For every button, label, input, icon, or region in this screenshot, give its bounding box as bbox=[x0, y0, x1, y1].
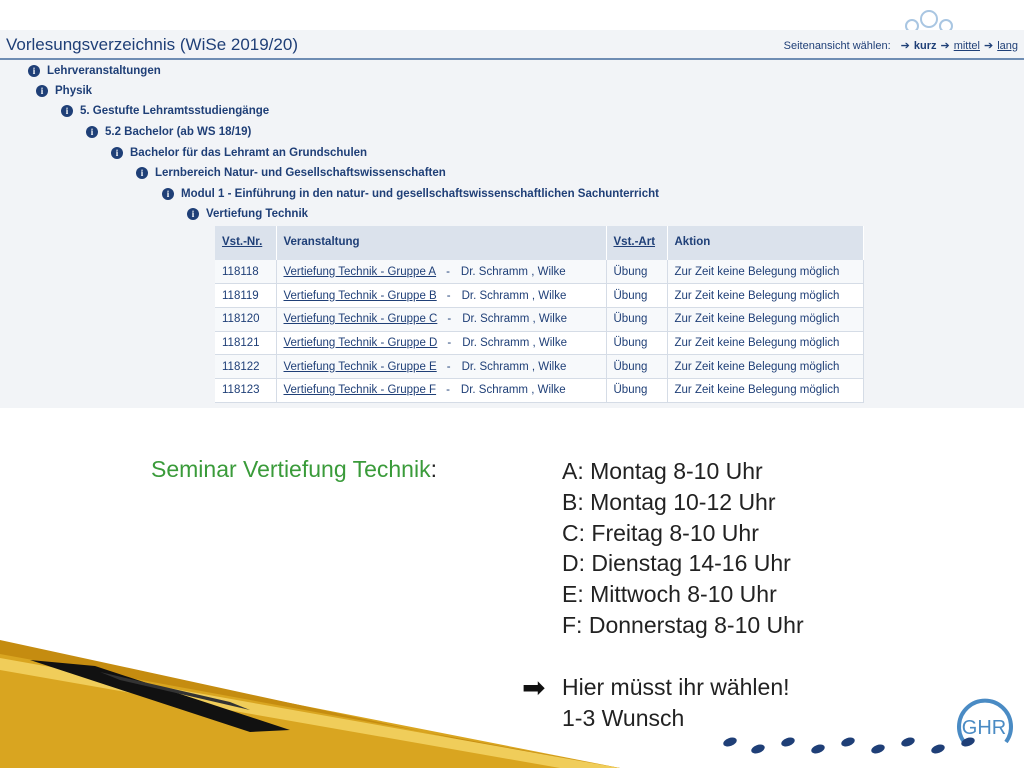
separator: - bbox=[446, 265, 450, 278]
cell-art: Übung bbox=[606, 307, 667, 331]
arrow-right-icon: ➔ bbox=[900, 40, 910, 52]
course-link[interactable]: Vertiefung Technik - Gruppe F bbox=[283, 384, 437, 397]
cell-veranstaltung bbox=[276, 307, 606, 331]
table-row bbox=[215, 378, 864, 402]
course-link[interactable]: Vertiefung Technik - Gruppe D bbox=[283, 336, 438, 349]
slot-e: E: Mittwoch 8-10 Uhr bbox=[562, 581, 777, 608]
table-row bbox=[215, 355, 864, 379]
footprints-decoration bbox=[720, 730, 990, 760]
title-bar bbox=[0, 30, 1024, 60]
cell-aktion: Zur Zeit keine Belegung möglich bbox=[667, 378, 864, 402]
course-table bbox=[215, 226, 864, 403]
tree-item-grundschulen[interactable] bbox=[111, 147, 367, 159]
info-icon[interactable]: i bbox=[86, 126, 98, 138]
cell-art: Übung bbox=[606, 355, 667, 379]
cell-aktion: Zur Zeit keine Belegung möglich bbox=[667, 355, 864, 379]
info-icon[interactable]: i bbox=[136, 167, 148, 179]
lecturer: Dr. Schramm , Wilke bbox=[462, 313, 567, 326]
lsf-screenshot bbox=[0, 30, 1024, 408]
cell-veranstaltung bbox=[276, 260, 606, 284]
cell-veranstaltung bbox=[276, 378, 606, 402]
course-link[interactable]: Vertiefung Technik - Gruppe B bbox=[283, 289, 437, 302]
cell-art: Übung bbox=[606, 284, 667, 308]
page-title: Vorlesungsverzeichnis (WiSe 2019/20) bbox=[6, 35, 298, 54]
separator: - bbox=[446, 360, 451, 373]
view-label: Seitenansicht wählen: bbox=[783, 39, 891, 52]
arrow-right-icon: ➔ bbox=[983, 40, 994, 52]
cell-aktion: Zur Zeit keine Belegung möglich bbox=[667, 284, 864, 308]
table-row bbox=[215, 307, 864, 331]
tree-label: 5. Gestufte Lehramtsstudiengänge bbox=[80, 105, 270, 117]
col-header-nr[interactable]: Vst.-Nr. bbox=[215, 226, 276, 260]
lecturer: Dr. Schramm , Wilke bbox=[461, 289, 567, 302]
cell-art: Übung bbox=[606, 378, 667, 402]
tree-item-vertiefung-technik[interactable] bbox=[187, 208, 308, 220]
cell-veranstaltung bbox=[276, 284, 606, 308]
view-switch bbox=[784, 39, 1018, 52]
table-header-row bbox=[215, 226, 864, 260]
info-icon[interactable]: i bbox=[28, 65, 40, 77]
cell-art: Übung bbox=[606, 331, 667, 355]
cell-veranstaltung bbox=[276, 355, 606, 379]
tree-item-physik[interactable] bbox=[36, 85, 92, 97]
lecturer: Dr. Schramm , Wilke bbox=[460, 265, 566, 278]
slot-f: F: Donnerstag 8-10 Uhr bbox=[562, 611, 804, 638]
separator: - bbox=[446, 289, 451, 302]
course-link[interactable]: Vertiefung Technik - Gruppe C bbox=[283, 313, 438, 326]
tree-item-bachelor[interactable] bbox=[86, 126, 251, 138]
info-icon[interactable]: i bbox=[61, 105, 73, 117]
lecturer: Dr. Schramm , Wilke bbox=[460, 384, 566, 397]
slot-d: D: Dienstag 14-16 Uhr bbox=[562, 550, 791, 577]
view-option-lang[interactable]: lang bbox=[997, 39, 1018, 52]
tree-item-lehramtsstudiengaenge[interactable] bbox=[61, 105, 269, 117]
tree-label: Lernbereich Natur- und Gesellschaftswissenschaften bbox=[155, 167, 446, 179]
slot-list bbox=[562, 456, 804, 641]
info-icon[interactable]: i bbox=[111, 147, 123, 159]
lecturer: Dr. Schramm , Wilke bbox=[461, 360, 567, 373]
view-option-mittel[interactable]: mittel bbox=[953, 39, 980, 52]
col-header-art[interactable]: Vst.-Art bbox=[606, 226, 667, 260]
note-line: 1-3 Wunsch bbox=[562, 704, 685, 731]
arrow-right-icon: ➡ bbox=[522, 672, 546, 703]
decorative-stripe bbox=[0, 640, 620, 768]
cell-nr: 118120 bbox=[215, 307, 276, 331]
arrow-right-icon: ➔ bbox=[940, 40, 950, 52]
tree-item-lernbereich[interactable] bbox=[136, 167, 446, 179]
tree-item-modul-1[interactable] bbox=[162, 188, 659, 200]
cell-aktion: Zur Zeit keine Belegung möglich bbox=[667, 331, 864, 355]
note-line: Hier müsst ihr wählen! bbox=[562, 674, 790, 700]
slot-c: C: Freitag 8-10 Uhr bbox=[562, 519, 759, 546]
col-header-aktion: Aktion bbox=[667, 226, 864, 260]
seminar-label: Seminar Vertiefung Technik: bbox=[151, 456, 437, 482]
tree-label: Bachelor für das Lehramt an Grundschulen bbox=[130, 147, 368, 159]
course-link[interactable]: Vertiefung Technik - Gruppe A bbox=[283, 265, 437, 278]
cell-aktion: Zur Zeit keine Belegung möglich bbox=[667, 260, 864, 284]
info-icon[interactable]: i bbox=[162, 188, 174, 200]
table-row bbox=[215, 284, 864, 308]
slot-b: B: Montag 10-12 Uhr bbox=[562, 488, 776, 515]
tree-item-lehrveranstaltungen[interactable] bbox=[28, 65, 161, 77]
cell-art: Übung bbox=[606, 260, 667, 284]
info-icon[interactable]: i bbox=[187, 208, 199, 220]
bubbles-decoration bbox=[0, 0, 1024, 32]
tree-label: 5.2 Bachelor (ab WS 18/19) bbox=[105, 126, 252, 138]
separator: - bbox=[446, 384, 450, 397]
cell-aktion: Zur Zeit keine Belegung möglich bbox=[667, 307, 864, 331]
info-icon[interactable]: i bbox=[36, 85, 48, 97]
separator: - bbox=[447, 313, 452, 326]
separator: - bbox=[447, 336, 452, 349]
cell-veranstaltung bbox=[276, 331, 606, 355]
course-link[interactable]: Vertiefung Technik - Gruppe E bbox=[283, 360, 437, 373]
tree-label: Physik bbox=[55, 85, 93, 97]
tree-label: Modul 1 - Einführung in den natur- und gesellschaftswissenschaftlichen Sachunterricht bbox=[181, 188, 659, 200]
cell-nr: 118123 bbox=[215, 378, 276, 402]
tree-label: Lehrveranstaltungen bbox=[47, 65, 161, 77]
slot-a: A: Montag 8-10 Uhr bbox=[562, 458, 763, 484]
tree-label: Vertiefung Technik bbox=[206, 208, 309, 220]
cell-nr: 118119 bbox=[215, 284, 276, 308]
svg-text:GHR: GHR bbox=[961, 717, 1007, 739]
col-header-veranstaltung: Veranstaltung bbox=[276, 226, 606, 260]
lecturer: Dr. Schramm , Wilke bbox=[462, 336, 567, 349]
table-row bbox=[215, 331, 864, 355]
cell-nr: 118121 bbox=[215, 331, 276, 355]
cell-nr: 118122 bbox=[215, 355, 276, 379]
table-row bbox=[215, 260, 864, 284]
view-option-kurz[interactable]: kurz bbox=[913, 39, 937, 52]
cell-nr: 118118 bbox=[215, 260, 276, 284]
